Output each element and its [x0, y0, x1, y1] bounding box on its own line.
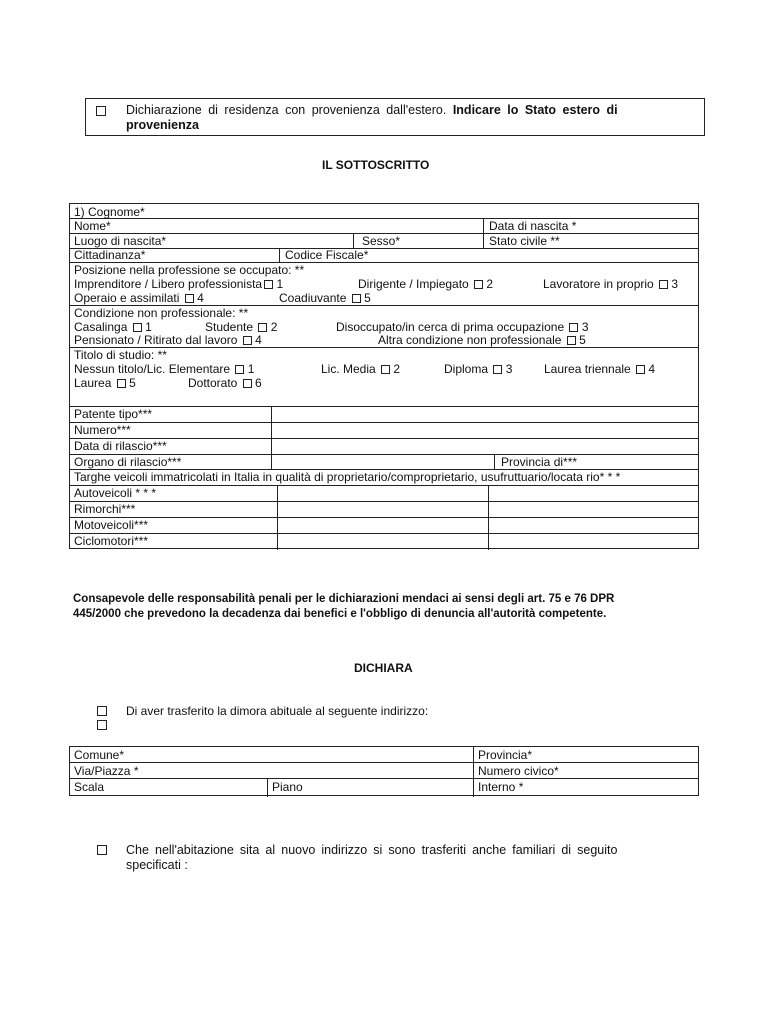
- dichiara-checkbox-3[interactable]: [97, 845, 107, 855]
- via-label: Via/Piazza *: [74, 764, 139, 778]
- condizione-checkbox-1[interactable]: [133, 323, 142, 332]
- luogo-nascita-label: Luogo di nascita*: [74, 234, 167, 248]
- posizione-option-4: Operaio e assimilati 4: [74, 291, 204, 305]
- condizione-checkbox-2[interactable]: [258, 323, 267, 332]
- address-table: [69, 746, 699, 796]
- condizione-checkbox-5[interactable]: [567, 336, 576, 345]
- posizione-checkbox-3[interactable]: [659, 280, 668, 289]
- titolo-checkbox-4[interactable]: [636, 365, 645, 374]
- dichiara-option-1: Di aver trasferito la dimora abituale al seguente indirizzo:: [126, 704, 429, 718]
- titolo-option-6: Dottorato 6: [188, 376, 262, 390]
- posizione-option-2: Dirigente / Impiegato 2: [358, 277, 494, 291]
- posizione-checkbox-1[interactable]: [264, 280, 273, 289]
- titolo-option-5: Laurea 5: [74, 376, 136, 390]
- header-bold: Indicare lo Stato estero di: [452, 103, 618, 117]
- condizione-checkbox-3[interactable]: [569, 323, 578, 332]
- nome-label: Nome*: [74, 219, 111, 233]
- rimorchi-label: Rimorchi***: [74, 502, 136, 516]
- titolo-option-4: Laurea triennale 4: [544, 362, 656, 376]
- dichiara-checkbox-1[interactable]: [97, 706, 107, 716]
- dichiara-option-3-line-1: Che nell'abitazione sita al nuovo indirizzo si sono trasferiti anche familiari di seguito: [126, 843, 618, 857]
- provincia-di-label: Provincia di***: [501, 455, 578, 469]
- cognome-label: 1) Cognome*: [74, 205, 145, 219]
- header-bold-2: provenienza: [126, 118, 199, 132]
- targhe-label: Targhe veicoli immatricolati in Italia in qualità di proprietario/comproprietario, usufruttuario/locata rio* * *: [74, 470, 621, 484]
- condizione-option-4: Pensionato / Ritirato dal lavoro 4: [74, 333, 262, 347]
- posizione-checkbox-5[interactable]: [352, 294, 361, 303]
- titolo-checkbox-2[interactable]: [381, 365, 390, 374]
- cittadinanza-label: Cittadinanza*: [74, 248, 146, 262]
- provincia-label: Provincia*: [478, 748, 533, 762]
- titolo-option-3: Diploma 3: [444, 362, 513, 376]
- consapevole-line-1: Consapevole delle responsabilità penali per le dichiarazioni mendaci ai sensi degli art. 75 e 76 DPR: [73, 593, 615, 605]
- interno-label: Interno *: [478, 780, 524, 794]
- data-nascita-label: Data di nascita *: [489, 219, 577, 233]
- comune-label: Comune*: [74, 748, 125, 762]
- header-plain: Dichiarazione di residenza con provenienza dall'estero.: [126, 103, 447, 117]
- piano-label: Piano: [272, 780, 303, 794]
- sesso-label: Sesso*: [362, 234, 401, 248]
- posizione-option-1: Imprenditore / Libero professionista 1: [74, 277, 284, 291]
- posizione-title: Posizione nella professione se occupato: **: [74, 263, 305, 277]
- dichiara-title: DICHIARA: [354, 661, 413, 675]
- estero-checkbox[interactable]: [96, 106, 106, 116]
- scala-label: Scala: [74, 780, 105, 794]
- numero-label: Numero***: [74, 423, 131, 437]
- posizione-checkbox-2[interactable]: [474, 280, 483, 289]
- posizione-option-3: Lavoratore in proprio 3: [543, 277, 679, 291]
- titolo-checkbox-6[interactable]: [243, 379, 252, 388]
- dichiara-option-3-line-2: specificati :: [126, 858, 188, 872]
- titolo-checkbox-3[interactable]: [493, 365, 502, 374]
- condizione-option-1: Casalinga 1: [74, 320, 152, 334]
- header-box: [85, 98, 705, 136]
- motoveicoli-label: Motoveicoli***: [74, 518, 149, 532]
- organo-rilascio-label: Organo di rilascio***: [74, 455, 182, 469]
- titolo-checkbox-5[interactable]: [117, 379, 126, 388]
- section-title: IL SOTTOSCRITTO: [322, 158, 430, 172]
- posizione-checkbox-4[interactable]: [185, 294, 194, 303]
- personal-form: [69, 203, 699, 549]
- data-rilascio-label: Data di rilascio***: [74, 439, 167, 453]
- condizione-option-3: Disoccupato/in cerca di prima occupazione 3: [336, 320, 589, 334]
- numero-civico-label: Numero civico*: [478, 764, 559, 778]
- titolo-option-1: Nessun titolo/Lic. Elementare 1: [74, 362, 255, 376]
- patente-tipo-label: Patente tipo***: [74, 407, 153, 421]
- codice-fiscale-label: Codice Fiscale*: [285, 248, 369, 262]
- posizione-option-5: Coadiuvante 5: [279, 291, 371, 305]
- condizione-checkbox-4[interactable]: [243, 336, 252, 345]
- autoveicoli-label: Autoveicoli * * *: [74, 486, 157, 500]
- condizione-option-5: Altra condizione non professionale 5: [378, 333, 586, 347]
- titolo-checkbox-1[interactable]: [235, 365, 244, 374]
- condizione-title: Condizione non professionale: **: [74, 306, 249, 320]
- ciclomotori-label: Ciclomotori***: [74, 534, 149, 548]
- titolo-title: Titolo di studio: **: [74, 348, 167, 362]
- dichiara-checkbox-2[interactable]: [97, 720, 107, 730]
- header-text: [126, 103, 618, 117]
- titolo-option-2: Lic. Media 2: [321, 362, 401, 376]
- stato-civile-label: Stato civile **: [489, 234, 560, 248]
- condizione-option-2: Studente 2: [205, 320, 278, 334]
- consapevole-line-2: 445/2000 che prevedono la decadenza dai benefici e l'obbligo di denuncia all'autorità competente.: [73, 608, 607, 620]
